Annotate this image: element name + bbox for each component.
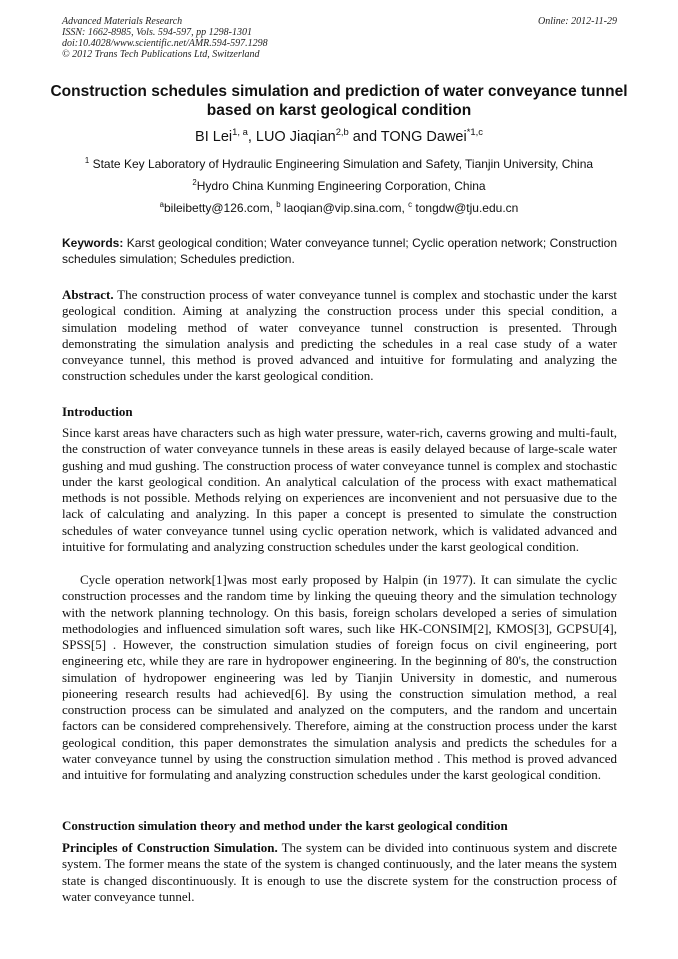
abstract-label: Abstract. (62, 287, 114, 302)
issn-line: ISSN: 1662-8985, Vols. 594-597, pp 1298-1301 (62, 27, 252, 38)
author-1: BI Lei (195, 129, 233, 145)
section-2-heading: Construction simulation theory and method under the karst geological condition (62, 818, 508, 833)
doi-line: doi:10.4028/www.scientific.net/AMR.594-597.1298 (62, 38, 268, 49)
affiliation-2: $^2$Hydro China Kunming Engineering Corporation, China (192, 178, 486, 193)
email-b: laoqian@vip.sina.com, (280, 201, 409, 215)
author-emails: $^a$bileibetty@126.com, $^b$ laoqian@vip.sina.com, $^c$ tongdw@tju.edu.cn (159, 200, 519, 215)
journal-name: Advanced Materials Research (62, 16, 183, 27)
author-2: , LUO Jiaqian (247, 129, 336, 145)
section-2-paragraph (62, 840, 617, 905)
introduction-paragraph-1: Since karst areas have characters such as high water pressure, water-rich, caverns growing and multi-fault, the construction of water conveyance tunnels in these areas is easily delayed because of large-scale water gushing and mud gushing. The construction process of water conveyance tunnel is complex and stochastic under the karst geological condition. An analytical calculation of the process with exact mathematical methods is not possible. Methods relying on experiences are inconvenient and not persuasive due to the lack of calculating and analyzing. In this paper a concept is presented to simulate the construction schedules of water conveyance tunnel using cyclic operation network, which is validated advanced and intuitive for formulating and analyzing construction schedules under the karst geological condition. (62, 425, 617, 554)
principles-subheading: Principles of Construction Simulation. (62, 840, 278, 855)
journal-header (62, 16, 617, 60)
keywords-text: Karst geological condition; Water conveyance tunnel; Cyclic operation network; Construction schedules simulation; Schedules prediction. (62, 236, 617, 266)
abstract (62, 287, 617, 385)
affiliation-1: $^1$ State Key Laboratory of Hydraulic Engineering Simulation and Safety, Tianjin University, China (84, 156, 594, 171)
abstract-text: The construction process of water conveyance tunnel is complex and stochastic under the karst geological condition. Aiming at analyzing the construction process under this special condition, a simulation modeling method of water conveyance tunnel construction is presented. Through demonstrating the simulation analysis and predicting the schedules in a real case study of a water conveyance tunnel, this method is proved advanced and intuitive for formulating and analyzing the construction schedules under the karst geological condition. (62, 287, 617, 384)
author-list (0, 128, 678, 146)
email-c: tongdw@tju.edu.cn (412, 201, 519, 215)
paper-title: Construction schedules simulation and prediction of water conveyance tunnel based on karst geological condition (50, 83, 628, 119)
author-3: and TONG Dawei (348, 129, 467, 145)
copyright-line: © 2012 Trans Tech Publications Ltd, Switzerland (62, 49, 260, 60)
email-a: bileibetty@126.com, (164, 201, 277, 215)
principles-text: The system can be divided into continuous system and discrete system. The former means the state of the system is changed continuously, and the later means the system state is changed discontinuously. It is enough to use the discrete system for the construction process of water conveyance tunnel. (62, 840, 617, 904)
introduction-heading: Introduction (62, 404, 133, 419)
introduction-paragraph-2: Cycle operation network[1]was most early proposed by Halpin (in 1977). It can simulate the cyclic construction processes and the random time by linking the queuing theory and the simulation technology with the network planning technology. On this basis, foreign scholars developed a series of simulation methodologies and influenced simulation soft wares, such like HK-CONSIM[2], KMOS[3], GCPSU[4], SPSS[5] . However, the construction simulation studies of foreign focus on civil engineering, port engineering etc, while they are rare in hydropower engineering. In the beginning of 80's, the construction simulation of hydropower engineering was led by Tianjin University in domestic, and numerous pioneering research results had achieved[6]. By using the construction simulation method, a real construction process can be simulated and analyzed on the computers, and the random and uncertain factors can be considered comprehensively. Therefore, aiming at the construction process under the karst geological condition, this paper demonstrates the simulation analysis and predicts the schedules for a water conveyance tunnel by using the construction simulation method . This method is proved advanced and intuitive for formulating and analyzing construction schedules under the karst geological condition. (62, 572, 617, 782)
author-1-affiliation: 1, a (232, 126, 248, 138)
online-date: Online: 2012-11-29 (538, 16, 617, 27)
keywords-block (62, 235, 617, 267)
author-3-affiliation: *1,c (466, 126, 483, 138)
keywords-label: Keywords: (62, 236, 124, 250)
author-2-affiliation: 2,b (335, 126, 349, 138)
